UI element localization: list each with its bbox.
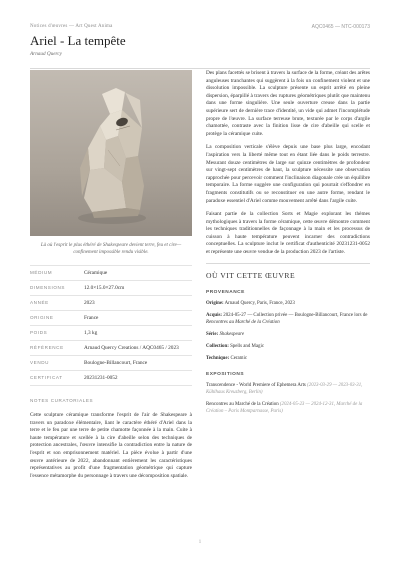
photo-caption: Là où l'esprit le plus éthéré de Shakespeare devient terre, feu et cire— confinement impossible rendu visible.: [40, 243, 182, 255]
exhibition-venue: Création – Paris Montparnasse, Paris): [206, 408, 283, 414]
technique-value: Ceramic: [230, 355, 248, 361]
series-label: Série:: [206, 331, 219, 337]
exhibition-item: [206, 401, 370, 415]
description-paragraph: Des plans facettés se brisent à travers la surface de la forme, créant des arêtes anguleuses tranchantes qui suggèrent à la fois un confinement violent et une dissolution impossible. La sculpture présente un esprit arrêté en pleine dispersion, éparpillé à travers des ruptures géométriques plutôt que maintenu dans une forme singulière. Une seule ouverture creuse dans la partie supérieure sert de dernière trace d'identité, un vide qui admet l'incomplétude propre de l'œuvre. La surface terreuse brute, texturée par le corps d'argile chamottée, contraste avec la finition lisse de cire d'abeille qui scelle et protège la céramique cuite.: [206, 70, 370, 137]
provenance-heading: PROVENANCE: [206, 289, 245, 295]
series-value: Shakespeare: [219, 331, 245, 337]
exhibition-dates: (2024-05-23 — 2024-12-31, Marché de la: [279, 401, 363, 407]
page-header: [30, 24, 370, 57]
reference-code: AQC0465 — NTC-000173: [311, 24, 370, 30]
curatorial-notes-text: Cette sculpture céramique transforme l'esprit de l'air de Shakespeare à travers un paradoxe élémentaire, liant le caractère éthéré d'Ariel dans la terre et le feu par une terre de petite chamotte façonnée à la main. Cuite à haute température et scellée à la cire d'abeille selon des techniques de protection ancestrales, l'œuvre intensifie la contradiction entre la nature de l'esprit et son emprisonnement matériel. La pièce évolue à partir d'une œuvre antérieure de 2022, abandonnant entièrement les caractéristiques représentatives au profit d'une fragmentation géométrique qui capture l'essence métamorphe du personnage à travers une décomposition spatiale.: [30, 412, 192, 479]
where-section-title: OÙ VIT CETTE ŒUVRE: [206, 270, 296, 280]
exhibition-venue: Kühlhaus Kreuzberg, Berlin): [206, 389, 263, 395]
provenance-series: [206, 331, 370, 338]
spec-value: 12.0×15.0×27.0cm: [84, 285, 125, 291]
header-divider: [30, 68, 370, 69]
spec-label: CERTIFICAT: [30, 375, 63, 380]
provenance-origin: [206, 300, 370, 307]
origin-value: Arnaud Quercy, Paris, France, 2023: [224, 300, 295, 306]
spec-value: France: [84, 315, 99, 321]
collection-value: Spells and Magic: [230, 343, 265, 349]
acquired-value: 2024-05-27 — Collection privée — Boulogne-Billancourt, France: [223, 312, 353, 318]
spec-row-dimensions: [30, 280, 192, 295]
exhibition-title: Rencontres au Marché de la Création: [206, 401, 279, 407]
breadcrumb: Notices d'œuvres — Art Quest Anima: [30, 24, 113, 29]
technique-label: Technique:: [206, 355, 230, 361]
section-divider: [206, 263, 370, 264]
provenance-technique: [206, 355, 370, 362]
spec-row-origin: [30, 310, 192, 325]
spec-label: POIDS: [30, 330, 48, 335]
provenance-acquired: [206, 312, 370, 326]
spec-row-reference: [30, 340, 192, 355]
page-title: Ariel - La tempête: [30, 33, 126, 48]
spec-row-weight: [30, 325, 192, 340]
spec-label: DIMENSIONS: [30, 285, 66, 290]
curatorial-notes-heading: NOTES CURATORIALES: [30, 398, 94, 403]
acquired-connector: lors de: [354, 312, 368, 318]
exhibitions-heading: EXPOSITIONS: [206, 371, 245, 377]
spec-row-sold: [30, 355, 192, 370]
artist-name: Arnaud Quercy: [30, 51, 62, 57]
spec-value: 20231231-0052: [84, 375, 118, 381]
left-column: [30, 70, 192, 480]
spec-value: 2023: [84, 300, 95, 306]
spec-row-certificate: [30, 370, 192, 386]
spec-label: ORIGINE: [30, 315, 54, 320]
collection-label: Collection:: [206, 343, 229, 349]
spec-row-year: [30, 295, 192, 310]
acquired-event: Rencontres au Marché de la Création: [206, 319, 280, 325]
spec-value: 1,3 kg: [84, 330, 98, 336]
spec-row-medium: [30, 265, 192, 280]
spec-label: ANNÉE: [30, 300, 49, 305]
provenance-collection: [206, 343, 370, 350]
spec-label: MÉDIUM: [30, 270, 53, 275]
specs-table: [30, 265, 192, 386]
spec-label: VENDU: [30, 360, 50, 365]
spec-label: RÉFÉRENCE: [30, 345, 64, 350]
description-paragraph: La composition verticale s'élève depuis une base plus large, encodant l'aspiration vers la liberté même tout en étant liée dans le poids terrestre. Mesurant douze centimètres de large sur quinze centimètres de profondeur sur vingt-sept centimètres de haut, la sculpture nécessite une observation rapprochée pour percevoir comment l'inclinaison diagonale crée un équilibre temporaire. La forme suggère une configuration qui pourrait s'effondrer en fragments constitutifs ou se reconstituer en une autre forme, rendant le paradoxe essentiel d'Ariel comme mouvement arrêté dans l'argile cuite.: [206, 144, 370, 204]
spec-value: Boulogne-Billancourt, France: [84, 360, 148, 366]
exhibition-title: Transcendence - World Premiere of Ephemera Arts: [206, 382, 306, 388]
origin-label: Origine:: [206, 300, 224, 306]
spec-value: Céramique: [84, 270, 108, 276]
exhibition-item: [206, 382, 370, 396]
exhibition-dates: (2023-03-29 — 2023-03-31,: [307, 382, 363, 388]
right-column: [206, 70, 370, 415]
artwork-photo: [30, 70, 192, 236]
spec-value: Arnaud Quercy Creations / AQC0465 / 2023: [84, 345, 179, 351]
page-number: 1: [198, 540, 202, 545]
sculpture-illustration: [30, 70, 192, 236]
acquired-label: Acquis:: [206, 312, 223, 318]
description-paragraph: Faisant partie de la collection Sorts et Magie explorant les thèmes mythologiques à travers la forme céramique, cette œuvre démontre comment les techniques traditionnelles de façonnage à la main et les processus de cuisson à haute température peuvent incarner des contradictions conceptuelles. La sculpture inclut le certificat d'authenticité 20231231-0052 et représente une œuvre vendue de la production 2023 de l'artiste.: [206, 211, 370, 256]
